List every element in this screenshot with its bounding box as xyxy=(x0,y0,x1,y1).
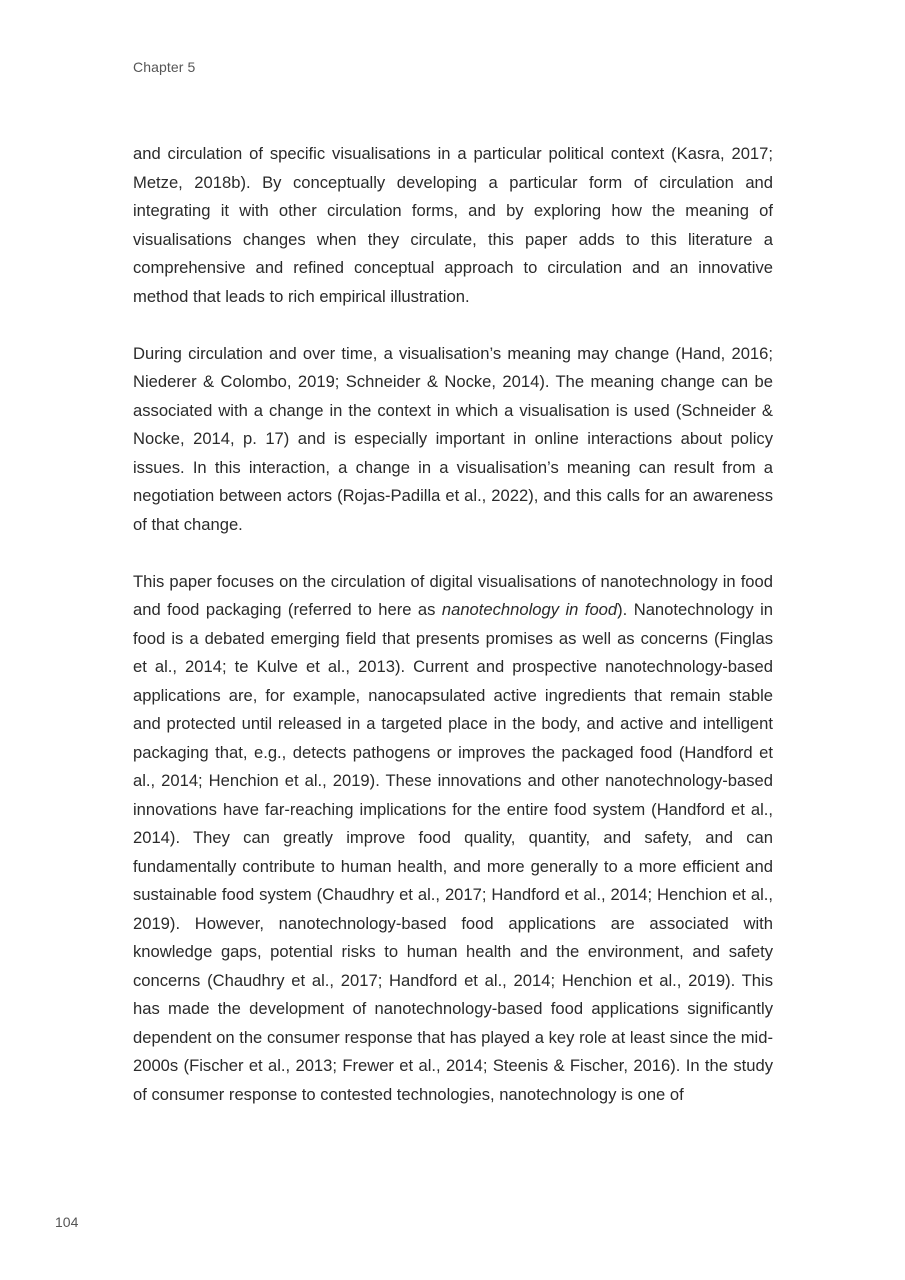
running-head-chapter: Chapter 5 xyxy=(133,59,196,75)
paragraph-3-part-2: ). Nanotechnology in food is a debated emerging field that presents promises as well as concerns (Finglas et al., 2014; te Kulve et al., 2013). Current and prospective nanotechnology-based applications are, for example, nanocapsulated active ingredients that remain stable and protected until released in a targeted place in the body, and active and intelligent packaging that, e.g., detects pathogens or improves the packaged food (Handford et al., 2014; Henchion et al., 2019). These innovations and other nanotechnology-based innovations have far-reaching implications for the entire food system (Handford et al., 2014). They can greatly improve food quality, quantity, and safety, and can fundamentally contribute to human health, and more generally to a more efficient and sustainable food system (Chaudhry et al., 2017; Handford et al., 2014; Henchion et al., 2019). However, nanotechnology-based food applications are associated with knowledge gaps, potential risks to human health and the environment, and safety concerns (Chaudhry et al., 2017; Handford et al., 2014; Henchion et al., 2019). This has made the development of nanotechnology-based food applications significantly dependent on the consumer response that has played a key role at least since the mid-2000s (Fischer et al., 2013; Frewer et al., 2014; Steenis & Fischer, 2016). In the study of consumer response to contested technologies, nanotechnology is one of xyxy=(133,600,773,1104)
body-text xyxy=(133,140,773,1109)
paragraph-3 xyxy=(133,568,773,1110)
paragraph-3-part-1: This paper focuses on the circulation of digital visualisations of nanotechnology in food and food packaging (referred to here as xyxy=(133,571,773,619)
page-number: 104 xyxy=(55,1214,79,1230)
paragraph-2: During circulation and over time, a visualisation’s meaning may change (Hand, 2016; Niederer & Colombo, 2019; Schneider & Nocke, 2014). The meaning change can be associated with a change in the context in which a visualisation is used (Schneider & Nocke, 2014, p. 17) and is especially important in online interactions about policy issues. In this interaction, a change in a visualisation’s meaning can result from a negotiation between actors (Rojas-Padilla et al., 2022), and this calls for an awareness of that change. xyxy=(133,343,773,534)
paragraph-1: and circulation of specific visualisations in a particular political context (Kasra, 2017; Metze, 2018b). By conceptually developing a particular form of circulation and integrating it with other circulation forms, and by exploring how the meaning of visualisations changes when they circulate, this paper adds to this literature a comprehensive and refined conceptual approach to circulation and an innovative method that leads to rich empirical illustration. xyxy=(133,144,773,306)
paragraph-3-emphasis: nanotechnology in food xyxy=(441,600,618,619)
